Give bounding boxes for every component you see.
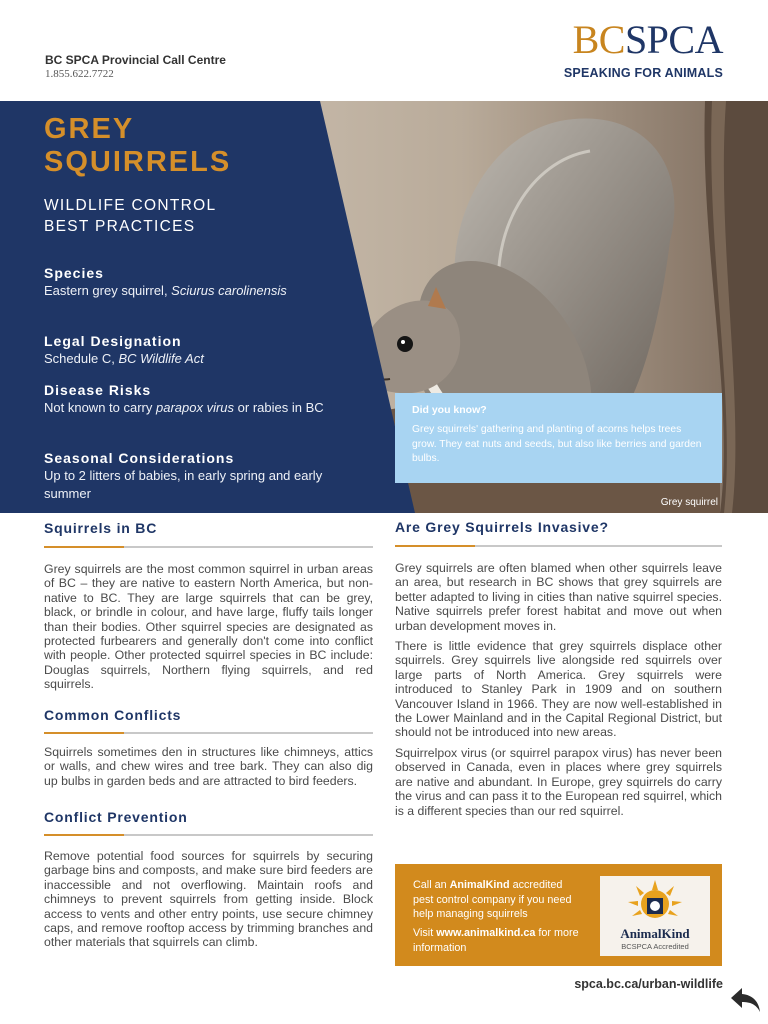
section-invasive (395, 519, 722, 818)
invasive-paragraph-2: There is little evidence that grey squirrels displace other squirrels. Grey squirrels live alongside red squirrels over large parts of North America. Grey squirrels were introduced to Stanley Park in 1909 and on southern Vancouver Island in 1966. They are now well-established in the Lower Mainland and in the Capital Regional District, but should not be introduced into new areas. (395, 639, 722, 740)
animalkind-link[interactable]: www.animalkind.ca (436, 927, 536, 939)
title-line-1: GREY (44, 113, 135, 145)
animalkind-brand: AnimalKind (449, 879, 510, 891)
title-line-2: SQUIRRELS (44, 146, 232, 178)
seasonal-heading: Seasonal Considerations (44, 450, 235, 466)
species-latin: Sciurus carolinensis (171, 283, 287, 298)
logo-spca: SPCA (624, 17, 723, 62)
legal-block (44, 332, 324, 368)
species-heading: Species (44, 265, 104, 281)
section-rule (44, 546, 373, 548)
animalkind-logo-accredited: BCSPCA Accredited (621, 942, 689, 951)
disease-block (44, 381, 324, 417)
invasive-heading: Are Grey Squirrels Invasive? (395, 519, 609, 535)
page-title (44, 113, 231, 179)
legal-text: Schedule C, BC Wildlife Act (44, 351, 204, 366)
seasonal-block (44, 449, 324, 503)
subtitle-line-1: WILDLIFE CONTROL (44, 197, 217, 214)
animalkind-logo (600, 876, 710, 956)
logo-tagline: SPEAKING FOR ANIMALS (563, 66, 723, 80)
conflicts-text: Squirrels sometimes den in structures like chimneys, attics or walls, and chew wires and tree bark. They can also dig up bulbs in garden beds and are attracted to bird feeders. (44, 745, 373, 788)
species-block (44, 264, 324, 300)
disease-text: Not known to carry parapox virus or rabies in BC (44, 400, 324, 415)
section-squirrels-in-bc (44, 520, 373, 692)
did-you-know-box (395, 393, 722, 483)
disease-heading: Disease Risks (44, 382, 152, 398)
section-rule (44, 732, 373, 734)
prevention-heading: Conflict Prevention (44, 809, 188, 825)
subtitle-line-2: BEST PRACTICES (44, 218, 196, 235)
animalkind-visit-text: Visit www.animalkind.ca for more information (413, 927, 579, 954)
section-conflict-prevention (44, 809, 373, 950)
photo-caption: Grey squirrel (660, 497, 718, 508)
invasive-paragraph-1: Grey squirrels are often blamed when other squirrels leave an area, but research in BC shows that grey squirrels are better adapted to living in cities than native squirrel species. Native squirrels prefer forest habitat and move out when urban development moves in. (395, 561, 722, 633)
page-subtitle (44, 195, 216, 237)
section-rule (395, 545, 722, 547)
animalkind-call-text: Call an AnimalKind accredited pest control company if you need help managing squirrels (413, 879, 572, 920)
seasonal-text: Up to 2 litters of babies, in early spring and early summer (44, 468, 323, 501)
animalkind-box (395, 864, 722, 966)
prevention-text: Remove potential food sources for squirrels by securing garbage bins and composts, and make sure bird feeders are inaccessible and not overflowing. Maintain roofs and chimneys to prevent squirrels from getting inside. Block access to vents and other entry points, use secure chimney caps, and remove rooftop access by trimming branches and other materials that squirrels can climb. (44, 849, 373, 950)
section-rule (44, 834, 373, 836)
urban-wildlife-link[interactable]: spca.bc.ca/urban-wildlife (574, 977, 723, 991)
squirrels-bc-text: Grey squirrels are the most common squirrel in urban areas of BC – they are native to eastern North America, but non-native to BC. They are large squirrels that can be grey, black, or brindle in colour, and have large, fluffy tails longer than their bodies. Other squirrel species are designated as protected furbearers and generally don't come into conflict with people. Other protected squirrel species in BC include: Douglas squirrels, Northern flying squirrels, and red squirrels. (44, 562, 373, 692)
did-you-know-text: Grey squirrels' gathering and planting of acorns helps trees grow. They eat nuts and seeds, but also like berries and garden bulbs. (412, 424, 702, 464)
squirrels-bc-heading: Squirrels in BC (44, 520, 158, 536)
legal-act: BC Wildlife Act (118, 351, 204, 366)
section-common-conflicts (44, 707, 373, 788)
animalkind-logo-name: AnimalKind (620, 926, 690, 941)
legal-heading: Legal Designation (44, 333, 182, 349)
species-text: Eastern grey squirrel, Sciurus carolinensis (44, 283, 287, 298)
bcspca-logo[interactable] (563, 17, 723, 80)
call-centre-label: BC SPCA Provincial Call Centre (45, 53, 226, 67)
disease-virus: parapox virus (156, 400, 235, 415)
back-arrow-icon[interactable] (728, 985, 762, 1020)
did-you-know-heading: Did you know? (412, 404, 487, 416)
logo-bc: BC (572, 17, 625, 62)
invasive-paragraph-3: Squirrelpox virus (or squirrel parapox virus) has never been observed in Canada, even in places where grey squirrels are native and abundant. In Europe, grey squirrels do carry the virus and can pass it to the European red squirrel, which is a different species than our red squirrel. (395, 745, 722, 818)
call-centre-phone[interactable]: 1.855.622.7722 (45, 68, 114, 80)
sun-icon (600, 876, 710, 926)
conflicts-heading: Common Conflicts (44, 707, 182, 723)
